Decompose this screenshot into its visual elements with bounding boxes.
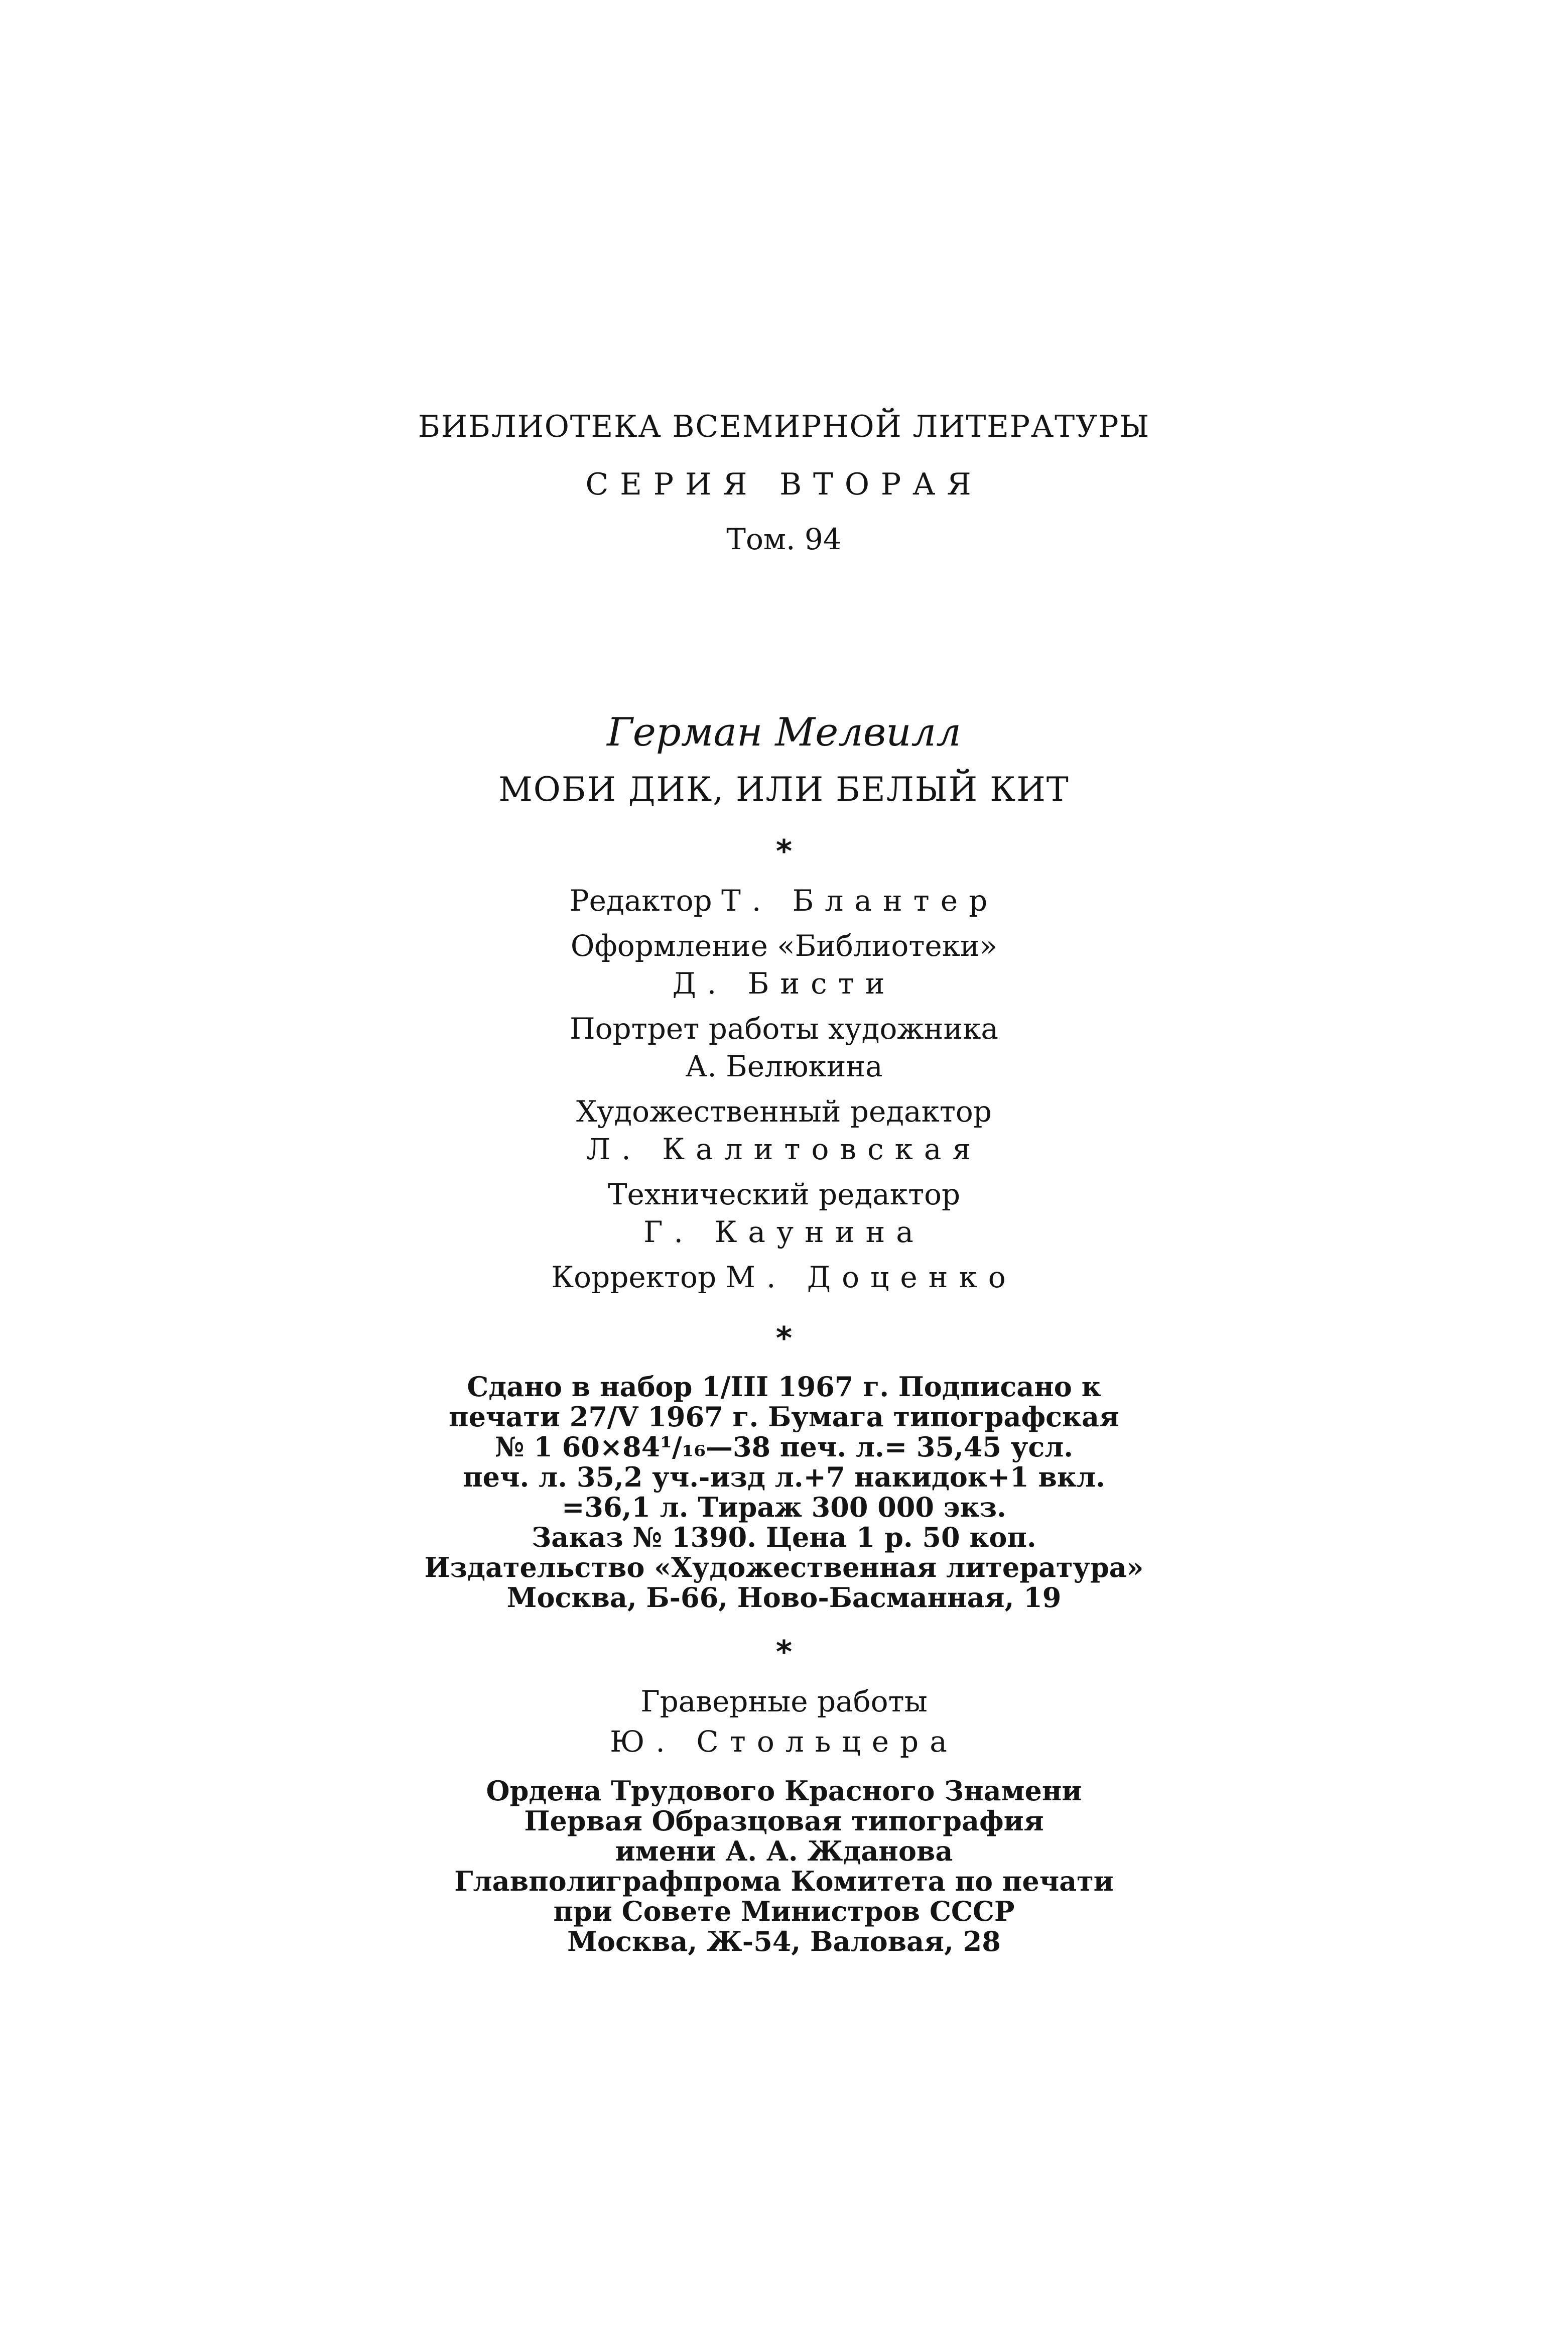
proofreader-role: Корректор — [551, 1260, 717, 1294]
publisher-name: Издательство «Художественная литература» — [424, 1551, 1144, 1583]
tech-editor-role: Технический редактор — [607, 1177, 961, 1211]
editor-credit — [0, 884, 1568, 918]
imprint-line: =36,1 л. Тираж 300 000 экз. — [562, 1491, 1006, 1523]
design-role: Оформление «Библиотеки» — [570, 929, 998, 963]
engraving-role: Граверные работы — [640, 1684, 928, 1718]
publisher-address: Москва, Б-66, Ново-Басманная, 19 — [506, 1581, 1062, 1614]
section-separator: * — [775, 833, 793, 870]
imprint-line: Заказ № 1390. Цена 1 р. 50 коп. — [532, 1521, 1036, 1553]
printer-line: Главполиграфпрома Комитета по печати — [454, 1865, 1114, 1897]
volume-number: Том. 94 — [726, 522, 842, 556]
imprint-line: печ. л. 35,2 уч.-изд л.+7 накидок+1 вкл. — [463, 1461, 1105, 1493]
imprint-line: печати 27/V 1967 г. Бумага типографская — [449, 1401, 1119, 1433]
tech-editor-name: Г. Каунина — [643, 1215, 925, 1249]
printer-line: имени А. А. Жданова — [615, 1835, 953, 1867]
imprint-line: № 1 60×84¹/₁₆—38 печ. л.= 35,45 усл. — [494, 1431, 1074, 1463]
portrait-name: А. Белюкина — [685, 1049, 883, 1083]
section-separator: * — [775, 1320, 793, 1356]
imprint-line: Сдано в набор 1/III 1967 г. Подписано к — [467, 1371, 1101, 1403]
design-name: Д. Бисти — [672, 966, 896, 1001]
art-editor-role: Художественный редактор — [576, 1094, 992, 1129]
printer-line: Ордена Трудового Красного Знамени — [486, 1775, 1082, 1807]
section-separator: * — [775, 1634, 793, 1670]
engraving-name: Ю. Стольцера — [610, 1724, 958, 1759]
series-title: БИБЛИОТЕКА ВСЕМИРНОЙ ЛИТЕРАТУРЫ — [418, 409, 1150, 444]
editor-role: Редактор — [569, 884, 712, 918]
printer-address: Москва, Ж-54, Валовая, 28 — [567, 1925, 1001, 1957]
art-editor-name: Л. Калитовская — [586, 1132, 982, 1166]
printer-line: при Совете Министров СССР — [553, 1895, 1015, 1927]
series-subtitle: СЕРИЯ ВТОРАЯ — [585, 467, 983, 502]
proofreader-credit — [0, 1260, 1568, 1294]
editor-name: Т. Блантер — [721, 884, 999, 918]
book-author: Герман Мелвилл — [607, 710, 961, 755]
portrait-role: Портрет работы художника — [570, 1012, 998, 1046]
proofreader-name: М. Доценко — [725, 1260, 1017, 1294]
printer-line: Первая Образцовая типография — [524, 1805, 1044, 1837]
book-title: МОБИ ДИК, ИЛИ БЕЛЫЙ КИТ — [498, 770, 1070, 809]
